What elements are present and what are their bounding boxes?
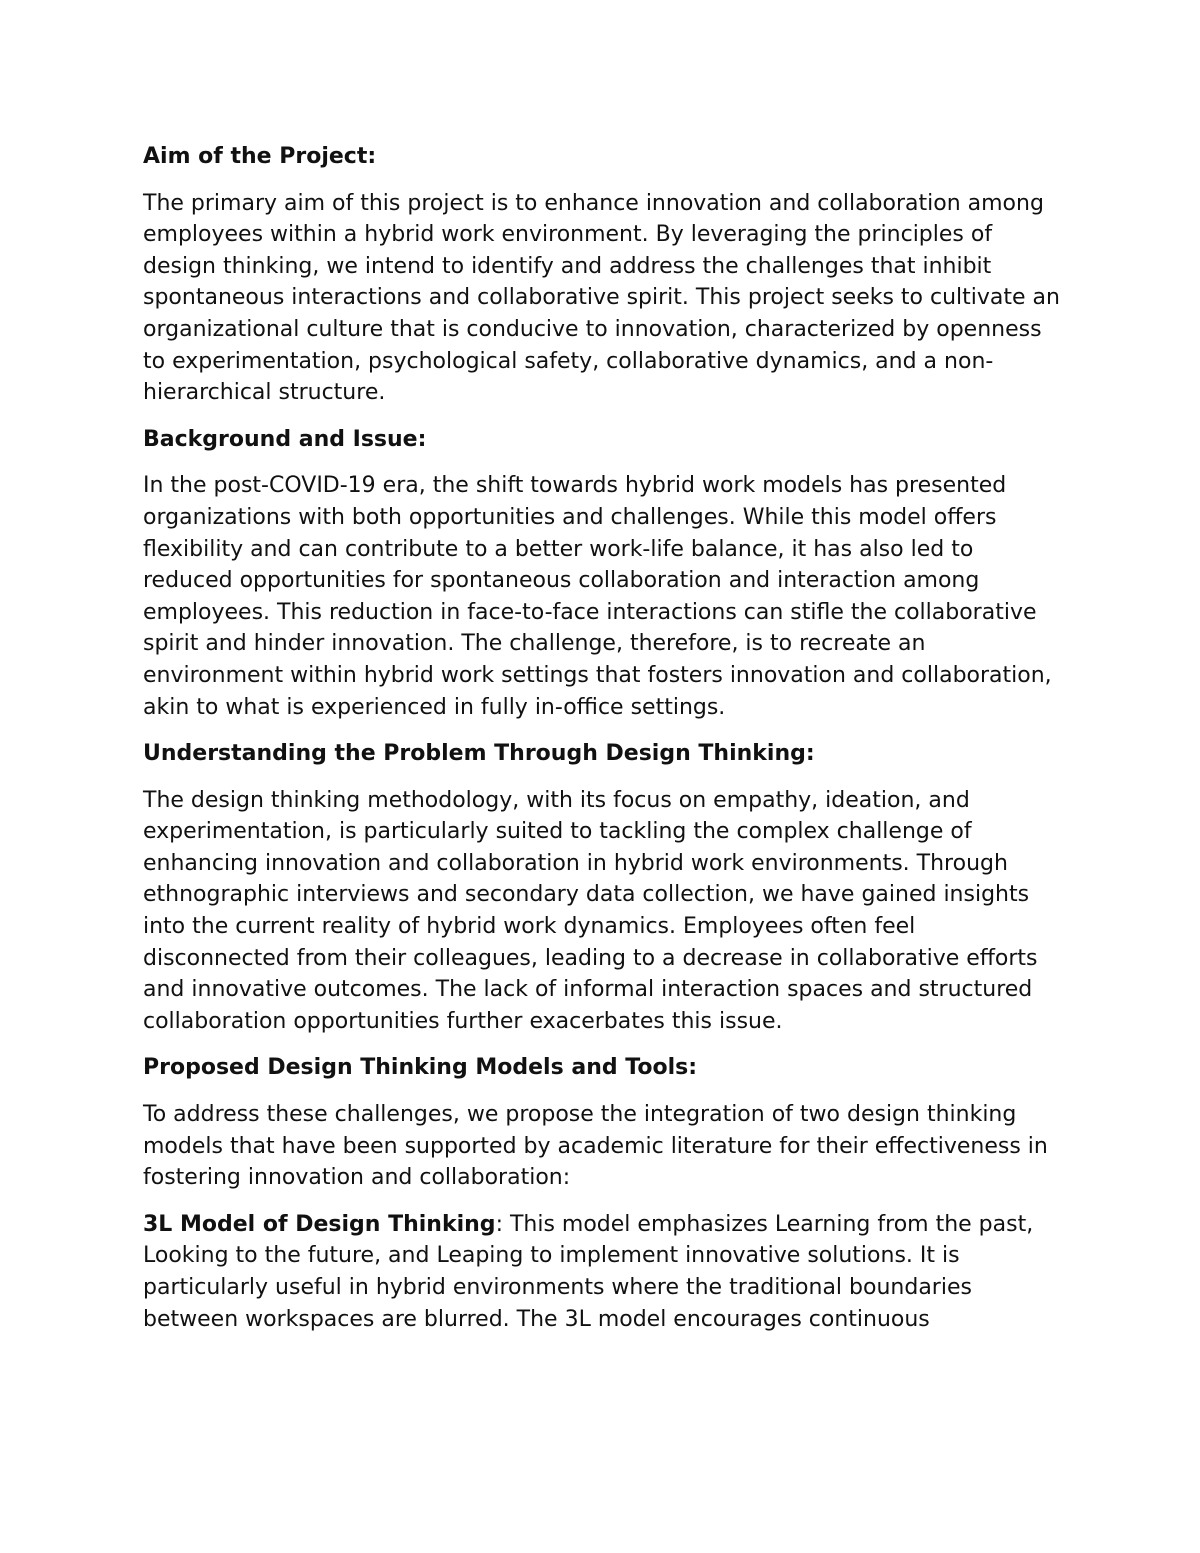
section-body-understanding: The design thinking methodology, with its focus on empathy, ideation, and experimentation, is particularly suited to tackling the complex challenge of enhancing innovation and collaboration in hybrid work environments. Through ethnographic interviews and secondary data collection, we have gained insights into the current reality of hybrid work dynamics. Employees often feel disconnected from their colleagues, leading to a decrease in collaborative efforts and innovative outcomes. The lack of informal interaction spaces and structured collaboration opportunities further exacerbates this issue. xyxy=(143,787,1038,1034)
model-3l-term: 3L Model of Design Thinking xyxy=(143,1211,496,1237)
section-heading-background: Background and Issue: xyxy=(143,426,427,452)
section-heading-understanding: Understanding the Problem Through Design Thinking: xyxy=(143,741,815,767)
section-body-proposed-models: To address these challenges, we propose the integration of two design thinking models that have been supported by academic literature for their effectiveness in fostering innovation and collaboration: xyxy=(143,1102,1048,1191)
document-page xyxy=(143,141,1068,1350)
model-3l-paragraph xyxy=(143,1209,1068,1335)
section-body-background: In the post-COVID-19 era, the shift towards hybrid work models has presented organizations with both opportunities and challenges. While this model offers flexibility and can contribute to a better work-life balance, it has also led to reduced opportunities for spontaneous collaboration and interaction among employees. This reduction in face-to-face interactions can stifle the collaborative spirit and hinder innovation. The challenge, therefore, is to recreate an environment within hybrid work settings that fosters innovation and collaboration, akin to what is experienced in fully in-office settings. xyxy=(143,473,1052,720)
section-heading-aim: Aim of the Project: xyxy=(143,144,377,169)
section-heading-proposed-models: Proposed Design Thinking Models and Tools: xyxy=(143,1055,698,1081)
section-body-aim: The primary aim of this project is to enhance innovation and collaboration among employees within a hybrid work environment. By leveraging the principles of design thinking, we intend to identify and address the challenges that inhibit spontaneous interactions and collaborative spirit. This project seeks to cultivate an organizational culture that is conducive to innovation, characterized by openness to experimentation, psychological safety, collaborative dynamics, and a non-hierarchical structure. xyxy=(143,190,1060,406)
model-3l-text: : This model emphasizes Learning from the past, Looking to the future, and Leaping to implement innovative solutions. It is particularly useful in hybrid environments where the traditional boundaries between workspaces are blurred. The 3L model encourages continuous xyxy=(143,1211,1034,1332)
